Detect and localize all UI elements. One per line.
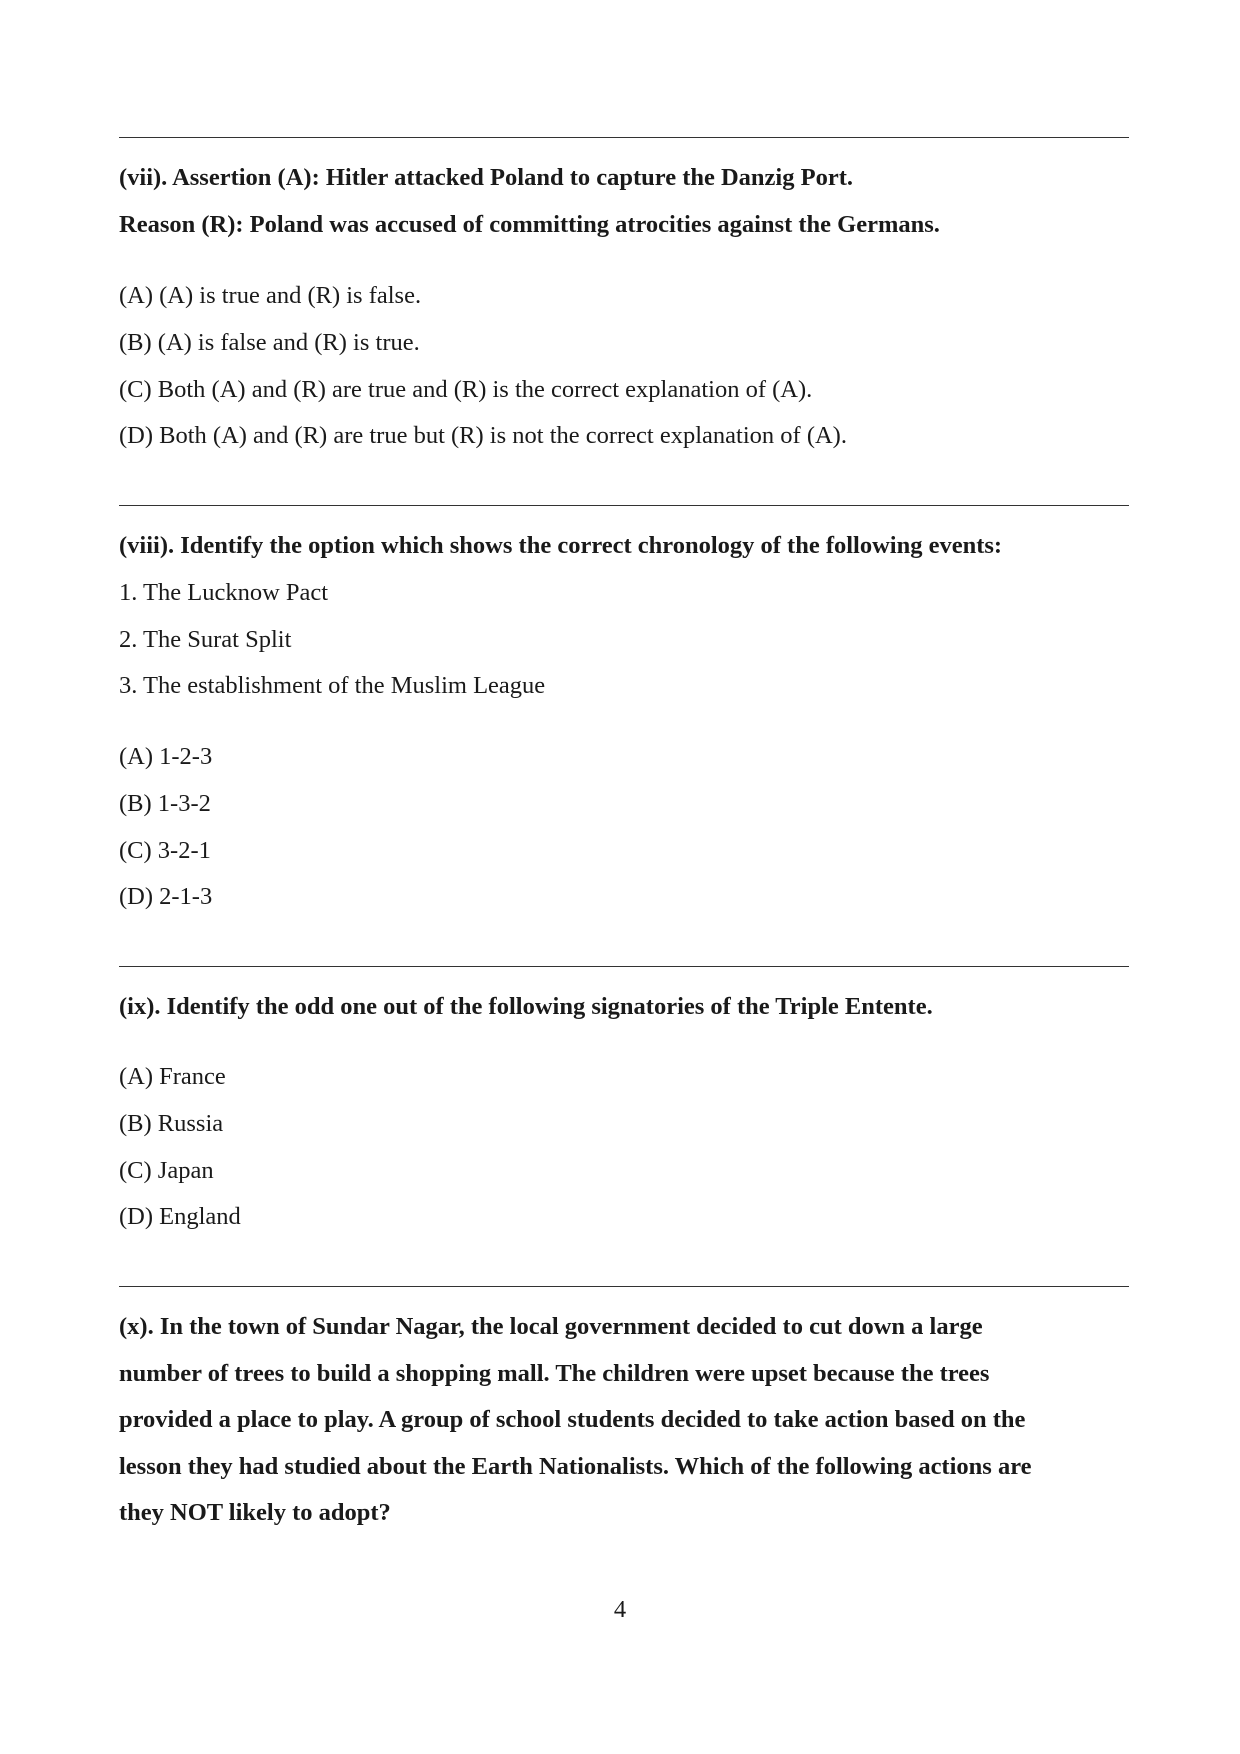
option-b: (B) 1-3-2 xyxy=(119,790,211,817)
question-stem-line: (viii). Identify the option which shows the correct chronology of the following events: xyxy=(119,532,1003,559)
separator-rule xyxy=(119,505,1129,506)
option-a: (A) 1-2-3 xyxy=(119,743,213,770)
question-stem-line: (ix). Identify the odd one out of the following signatories of the Triple Entente. xyxy=(119,993,933,1020)
question-stem-line: provided a place to play. A group of school students decided to take action based on the xyxy=(119,1406,1026,1433)
option-a: (A) (A) is true and (R) is false. xyxy=(119,282,422,309)
question-stem-line: (x). In the town of Sundar Nagar, the local government decided to cut down a large xyxy=(119,1313,983,1340)
event-item: 1. The Lucknow Pact xyxy=(119,579,329,606)
option-c: (C) Both (A) and (R) are true and (R) is the correct explanation of (A). xyxy=(119,376,813,403)
option-b: (B) (A) is false and (R) is true. xyxy=(119,329,420,356)
page-number: 4 xyxy=(613,1596,627,1623)
question-stem-line: Reason (R): Poland was accused of committing atrocities against the Germans. xyxy=(119,211,940,238)
option-c: (C) Japan xyxy=(119,1157,214,1184)
option-d: (D) England xyxy=(119,1203,241,1230)
separator-rule xyxy=(119,137,1129,138)
question-stem-line: number of trees to build a shopping mall. The children were upset because the trees xyxy=(119,1360,990,1387)
option-a: (A) France xyxy=(119,1063,226,1090)
event-item: 3. The establishment of the Muslim League xyxy=(119,672,546,699)
separator-rule xyxy=(119,1286,1129,1287)
question-stem-line: they NOT likely to adopt? xyxy=(119,1499,391,1526)
event-item: 2. The Surat Split xyxy=(119,626,292,653)
option-d: (D) Both (A) and (R) are true but (R) is not the correct explanation of (A). xyxy=(119,422,847,449)
question-stem-line: lesson they had studied about the Earth Nationalists. Which of the following actions are xyxy=(119,1453,1032,1480)
option-c: (C) 3-2-1 xyxy=(119,837,211,864)
question-stem-line: (vii). Assertion (A): Hitler attacked Poland to capture the Danzig Port. xyxy=(119,164,853,191)
separator-rule xyxy=(119,966,1129,967)
option-b: (B) Russia xyxy=(119,1110,224,1137)
option-d: (D) 2-1-3 xyxy=(119,883,213,910)
